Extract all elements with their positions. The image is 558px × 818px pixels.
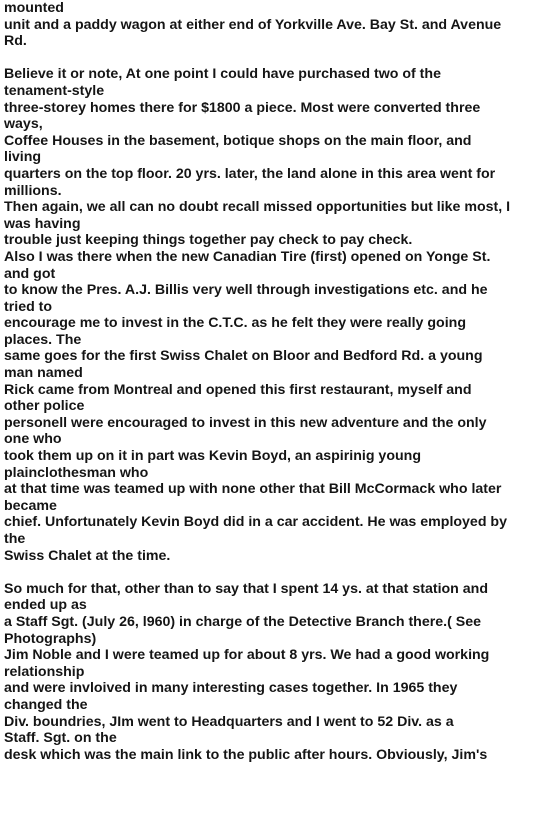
text-line: trouble just keeping things together pay check to pay check. <box>4 232 413 249</box>
text-line: three-storey homes there for $1800 a piece. Most were converted three <box>4 99 481 116</box>
text-line: to know the Pres. A.J. Billis very well through investigations etc. and he <box>4 282 488 299</box>
text-line: mounted <box>4 0 64 16</box>
text-line: living <box>4 149 42 166</box>
text-line: and got <box>4 265 56 282</box>
text-line: places. The <box>4 331 82 348</box>
text-line: Staff. Sgt. on the <box>4 730 117 747</box>
text-line: tried to <box>4 298 53 315</box>
text-line: the <box>4 531 26 547</box>
text-line: one who <box>4 431 62 448</box>
text-line: Rick came from Montreal and opened this first restaurant, myself and <box>4 381 472 398</box>
text-line: unit and a paddy wagon at either end of Yorkville Ave. Bay St. and Avenue <box>4 16 502 33</box>
text-line: chief. Unfortunately Kevin Boyd did in a car accident. He was employed by <box>4 514 507 531</box>
text-line: same goes for the first Swiss Chalet on Bloor and Bedford Rd. a young <box>4 348 483 365</box>
text-line: ways, <box>4 116 43 133</box>
text-line: man named <box>4 365 83 382</box>
text-line: quarters on the top floor. 20 yrs. later, the land alone in this area went for <box>4 165 496 182</box>
text-line: tenament-style <box>4 82 105 99</box>
text-line: Swiss Chalet at the time. <box>4 547 171 564</box>
text-line: at that time was teamed up with none other that Bill McCormack who later <box>4 481 502 498</box>
text-line: and were invloived in many interesting cases together. In 1965 they <box>4 680 458 697</box>
text-line: Div. boundries, JIm went to Headquarters and I went to 52 Div. as a <box>4 713 454 730</box>
text-line: Then again, we all can no doubt recall missed opportunities but like most, I <box>4 199 511 216</box>
text-line: became <box>4 497 57 514</box>
text-line: encourage me to invest in the C.T.C. as he felt they were really going <box>4 315 466 332</box>
text-line: a Staff Sgt. (July 26, l960) in charge of the Detective Branch there.( See <box>4 613 482 630</box>
text-line: changed the <box>4 696 88 713</box>
text-line: other police <box>4 398 85 415</box>
text-line: millions. <box>4 182 62 199</box>
text-line: plainclothesman who <box>4 464 149 481</box>
text-line: Jim Noble and I were teamed up for about 8 yrs. We had a good working <box>4 647 490 664</box>
blank-line <box>4 564 550 581</box>
text-line: personell were encouraged to invest in this new adventure and the only <box>4 414 487 431</box>
text-line: Also I was there when the new Canadian Tire (first) opened on Yonge St. <box>4 248 491 265</box>
text-line: took them up on it in part was Kevin Boyd, an aspirinig young <box>4 448 421 465</box>
text-line: Photographs) <box>4 630 97 647</box>
text-line: Believe it or note, At one point I could have purchased two of the <box>4 66 441 83</box>
text-line: So much for that, other than to say that I spent 14 ys. at that station and <box>4 580 489 597</box>
text-line: relationship <box>4 663 85 680</box>
text-line: ended up as <box>4 597 87 614</box>
text-line: Rd. <box>4 33 27 50</box>
document-text <box>4 0 550 763</box>
text-line: Coffee Houses in the basement, botique shops on the main floor, and <box>4 132 472 149</box>
text-line: desk which was the main link to the public after hours. Obviously, Jim's <box>4 746 488 763</box>
text-line: was having <box>4 215 81 232</box>
blank-line <box>4 50 550 67</box>
